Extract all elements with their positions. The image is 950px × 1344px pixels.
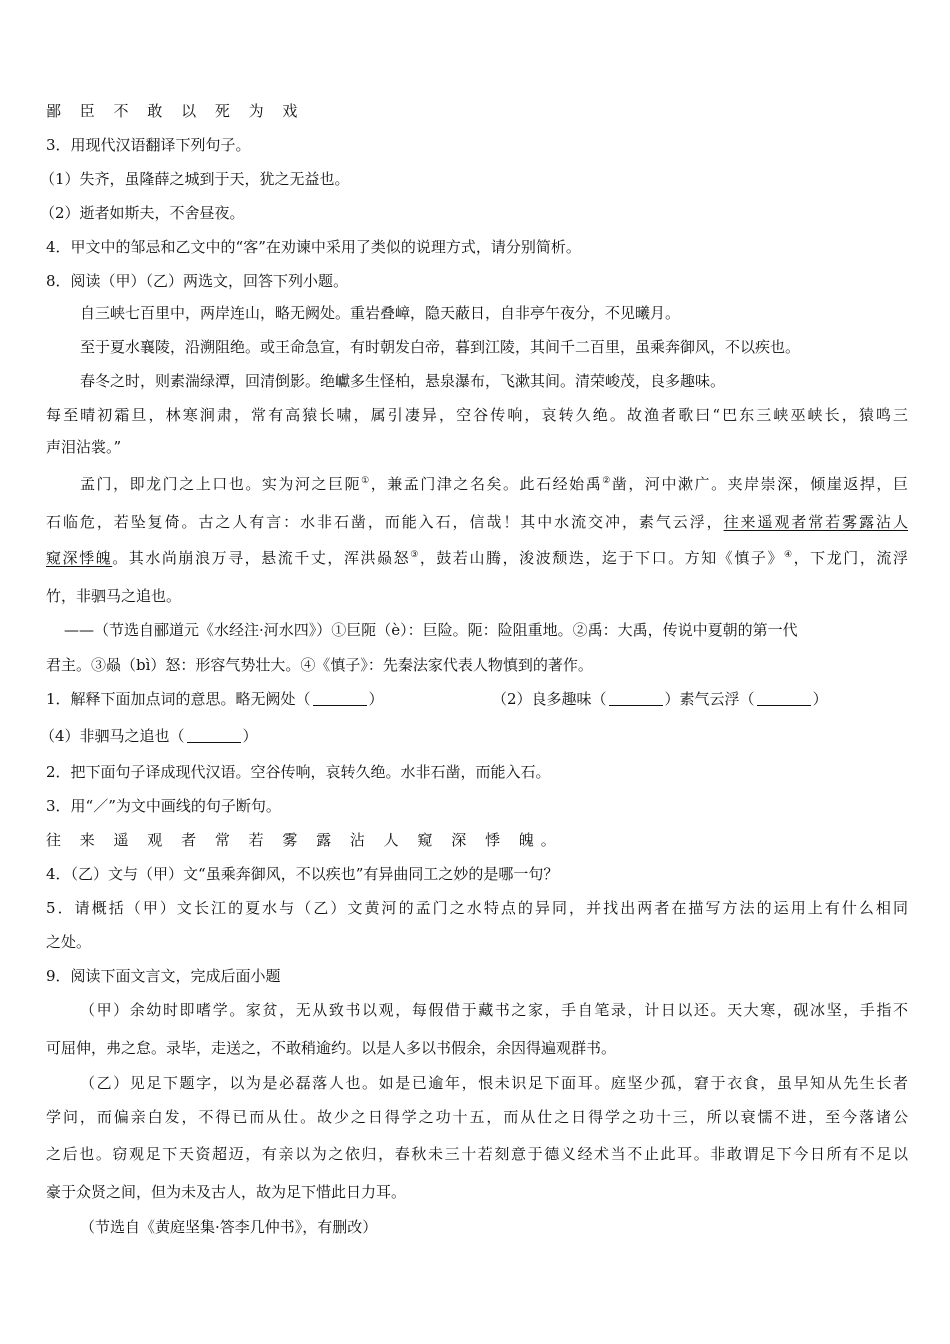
- q9-yi-line-3: 之后也。窃观足下天资超迈，有亲以为之依归，春秋未三十若刻意于德义经术当不止此耳。非敢谓足下今日所有不足以: [46, 1145, 908, 1163]
- jia-paragraph-3: 春冬之时，则素湍绿潭，回清倒影。绝巘多生怪柏，悬泉瀑布，飞漱其间。清荣峻茂，良多趣味。: [80, 372, 726, 390]
- q3-item-2: （2）逝者如斯夫，不舍昼夜。: [40, 204, 245, 222]
- q9-title: 9．阅读下面文言文，完成后面小题: [46, 967, 281, 985]
- footnote-mark-2: ②: [602, 476, 612, 486]
- q9-yi-line-4: 豪于众贤之间，但为未及古人，故为足下惜此日力耳。: [46, 1183, 407, 1201]
- sub-question-1-part-4: （4）非驷马之追也（ ）: [40, 727, 258, 745]
- q9-jia-line-1: （甲）余幼时即嗜学。家贫，无从致书以观，每假借于藏书之家，手自笔录，计日以还。天大寒，砚冰坚，手指不: [80, 1001, 908, 1019]
- answer-blank[interactable]: [187, 728, 241, 743]
- source-note-line-1: ——（节选自郦道元《水经注·河水四》）①巨阨（è）：巨险。阨：险阻重地。②禹：大禹，传说中夏朝的第一代: [64, 621, 798, 639]
- sentence-split-line: 鄙 臣 不 敢 以 死 为 戏: [46, 102, 305, 120]
- underlined-sentence-part-1: 往来遥观者常若雾露沾人: [723, 513, 908, 531]
- jia-paragraph-2: 至于夏水襄陵，沿溯阻绝。或王命急宣，有时朝发白帝，暮到江陵，其间千二百里，虽乘奔御风，不以疾也。: [80, 338, 801, 356]
- sub-question-1: 1．解释下面加点词的意思。略无阙处（ ）: [46, 690, 384, 708]
- answer-blank[interactable]: [757, 691, 811, 706]
- footnote-mark-3: ③: [410, 550, 420, 560]
- answer-blank[interactable]: [609, 691, 663, 706]
- yi-passage-line-2: 石临危，若坠复倚。古之人有言：水非石凿，而能入石，信哉！其中水流交冲，素气云浮，往来遥观者常若雾露沾人: [46, 513, 908, 531]
- q3-item-1: （1）失齐，虽隆薛之城到于天，犹之无益也。: [40, 170, 350, 188]
- jia-paragraph-1: 自三峡七百里中，两岸连山，略无阙处。重岩叠嶂，隐天蔽日，自非亭午夜分，不见曦月。: [80, 304, 681, 322]
- q4-question: 4．甲文中的邹忌和乙文中的“客”在劝谏中采用了类似的说理方式，请分别简析。: [46, 238, 581, 256]
- yi-passage-line-1: 孟门，即龙门之上口也。实为河之巨阨①，兼孟门津之名矣。此石经始禹②凿，河中漱广。夹岸崇深，倾崖返捍，巨: [80, 475, 908, 493]
- q9-jia-line-2: 可屈伸，弗之怠。录毕，走送之，不敢稍逾约。以是人多以书假余，余因得遍观群书。: [46, 1039, 617, 1057]
- jia-paragraph-4-line-1: 每至晴初霜旦，林寒涧肃，常有高猿长啸，属引凄异，空谷传响，哀转久绝。故渔者歌曰“巴东三峡巫峡长，猿鸣三: [46, 406, 908, 424]
- q9-yi-line-1: （乙）见足下题字，以为是必磊落人也。如是已逾年，恨未识足下面耳。庭坚少孤，窘于衣食，虽早知从先生长者: [80, 1074, 908, 1092]
- sub-question-3-text: 往 来 遥 观 者 常 若 雾 露 沾 人 窥 深 悸 魄。: [46, 831, 563, 849]
- underlined-sentence-part-2: 窥深悸魄: [46, 549, 113, 567]
- footnote-mark-4: ④: [784, 550, 794, 560]
- yi-passage-line-4: 竹，非驷马之追也。: [46, 587, 182, 605]
- jia-paragraph-4-line-2: 声泪沾裳。”: [46, 438, 122, 456]
- source-note-line-2: 君主。③赑（bì）怒：形容气势壮大。④《慎子》：先秦法家代表人物慎到的著作。: [46, 656, 593, 674]
- q3-title: 3．用现代汉语翻译下列句子。: [46, 136, 251, 154]
- sub-question-3: 3．用“／”为文中画线的句子断句。: [46, 797, 281, 815]
- sub-question-1-part-2: （2）良多趣味（ ）素气云浮（ ）: [492, 690, 828, 708]
- q9-yi-line-2: 学问，而偏亲白发，不得已而从仕。故少之日得学之功十五，而从仕之日得学之功十三，所以衰懦不进，至今落诸公: [46, 1108, 908, 1126]
- sub-question-5-line-1: 5．请概括（甲）文长江的夏水与（乙）文黄河的孟门之水特点的异同，并找出两者在描写方法的运用上有什么相同: [46, 899, 908, 917]
- sub-question-4: 4．（乙）文与（甲）文“虽乘奔御风，不以疾也”有异曲同工之妙的是哪一句？: [46, 865, 559, 883]
- answer-blank[interactable]: [313, 691, 367, 706]
- sub-question-2: 2．把下面句子译成现代汉语。空谷传响，哀转久绝。水非石凿，而能入石。: [46, 763, 551, 781]
- q8-title: 8．阅读（甲）（乙）两选文，回答下列小题。: [46, 272, 349, 290]
- q9-source: （节选自《黄庭坚集·答李几仲书》，有删改）: [80, 1218, 378, 1236]
- sub-question-5-line-2: 之处。: [46, 933, 92, 951]
- yi-passage-line-3: 窥深悸魄。其水尚崩浪万寻，悬流千丈，浑洪赑怒③，鼓若山腾，浚波颓迭，迄于下口。方知《慎子》④，下龙门，流浮: [46, 549, 908, 567]
- footnote-mark-1: ①: [361, 476, 371, 486]
